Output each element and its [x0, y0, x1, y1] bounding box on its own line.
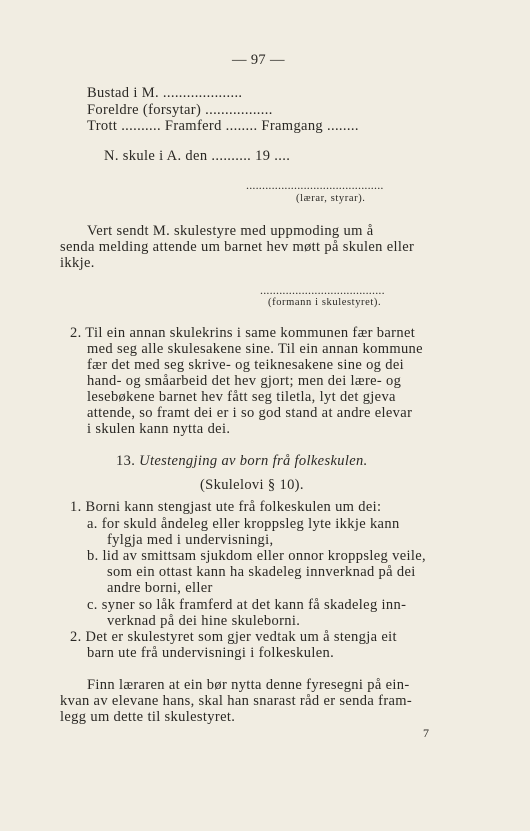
p2-line-7: i skulen kann nytta dei. — [87, 421, 231, 437]
form-line-skule: N. skule i A. den .......... 19 .... — [104, 148, 291, 164]
s1-intro: 1. Borni kann stengjast ute frå folkeskulen um dei: — [70, 499, 382, 515]
s1-item-b-line-1: b. lid av smittsam sjukdom eller onnor kroppsleg veile, — [87, 548, 427, 564]
signature-mark: 7 — [423, 726, 430, 740]
signature-dots: ........................................... — [246, 178, 384, 192]
signature-label: (lærar, styrar). — [296, 193, 366, 204]
form-line-bustad: Bustad i M. .................... — [87, 85, 243, 101]
notice-line-1: Vert sendt M. skulestyre med uppmoding um å — [87, 223, 374, 239]
final-line-3: legg um dette til skulestyret. — [60, 709, 236, 725]
section-number: 13. — [116, 453, 136, 469]
chairman-label: (formann i skulestyret). — [268, 297, 382, 308]
s2-line-2: barn ute frå undervisningi i folkeskulen. — [87, 645, 335, 661]
p2-line-2: med seg alle skulesakene sine. Til ein annan kommune — [87, 341, 423, 357]
form-line-trott: Trott .......... Framferd ........ Framgang ........ — [87, 118, 359, 134]
law-reference: (Skulelovi § 10). — [200, 477, 304, 493]
p2-line-5: lesebøkene barnet hev fått seg tiletla, lyt det gjeva — [87, 389, 396, 405]
form-line-foreldre: Foreldre (forsytar) ................. — [87, 102, 273, 118]
final-line-2: kvan av elevane hans, skal han snarast råd er senda fram- — [60, 693, 413, 709]
section-heading — [116, 452, 368, 470]
s1-item-b-line-2: som ein ottast kann ha skadeleg innverknad på dei — [107, 564, 416, 580]
page-number-header: — 97 — — [232, 52, 285, 68]
s1-item-c-line-2: verknad på dei hine skuleborni. — [107, 613, 301, 629]
s1-item-c-line-1: c. syner so låk framferd at det kann få skadeleg inn- — [87, 597, 407, 613]
p2-line-6: attende, so framt dei er i so god stand at andre elevar — [87, 405, 413, 421]
notice-line-3: ikkje. — [60, 255, 95, 271]
s1-item-b-line-3: andre borni, eller — [107, 580, 213, 596]
p2-line-4: hand- og småarbeid det hev gjort; men dei lære- og — [87, 373, 402, 389]
section-title: Utestengjing av born frå folkeskulen. — [139, 453, 368, 469]
s1-item-a-line-1: a. for skuld åndeleg eller kroppsleg lyte ikkje kann — [87, 516, 400, 532]
final-line-1: Finn læraren at ein bør nytta denne fyresegni på ein- — [87, 677, 410, 693]
s1-item-a-line-2: fylgja med i undervisningi, — [107, 532, 274, 548]
p2-line-1: 2. Til ein annan skulekrins i same kommunen fær barnet — [70, 325, 416, 341]
p2-line-3: fær det med seg skrive- og teiknesakene sine og dei — [87, 357, 405, 373]
notice-line-2: senda melding attende um barnet hev møtt på skulen eller — [60, 239, 415, 255]
s2-line-1: 2. Det er skulestyret som gjer vedtak um å stengja eit — [70, 629, 397, 645]
chairman-dots: ....................................... — [260, 283, 385, 297]
